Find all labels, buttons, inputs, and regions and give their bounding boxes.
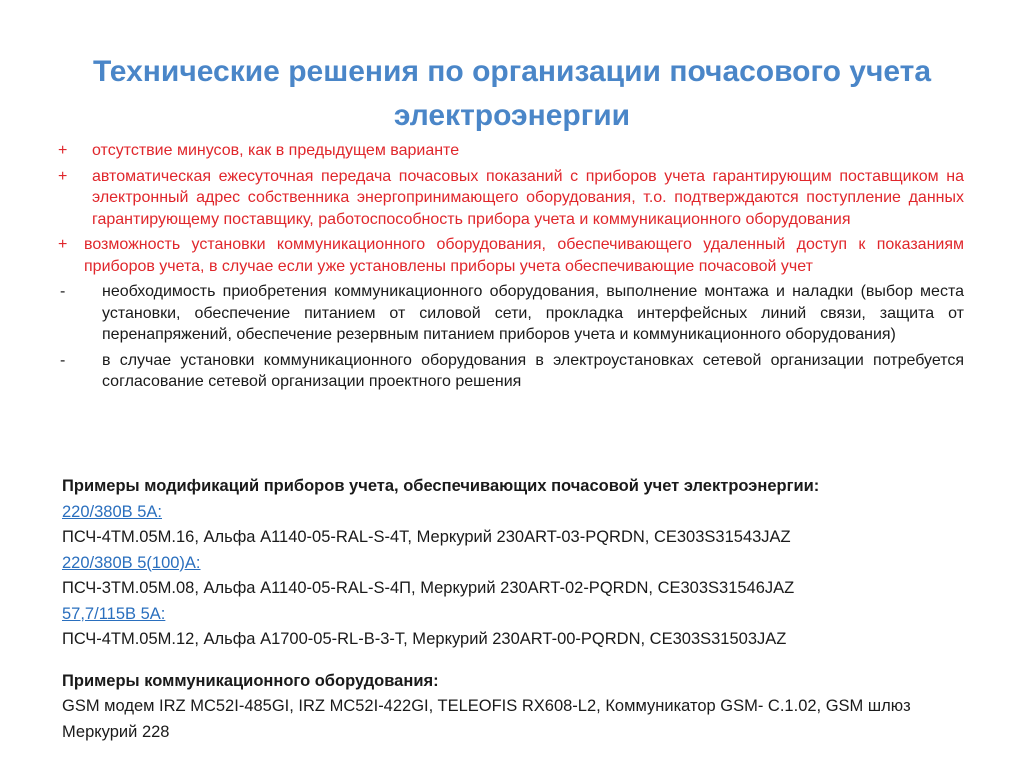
advantage-item [58,234,964,277]
meter-models: ПСЧ-4ТМ.05М.12, Альфа А1700-05-RL-B-3-T, Меркурий 230ART-00-PQRDN, CE303S31503JAZ [62,630,787,648]
comm-heading: Примеры коммуникационного оборудования: [62,671,439,690]
plus-marker: + [58,236,68,253]
advantage-text: возможность установки коммуникационного оборудования, обеспечивающего удаленный доступ к показаниям приборов учета, в случае если уже установлены приборы учета обеспечивающие почасовой учет [84,236,964,275]
disadvantage-item [58,350,964,393]
advantage-text: отсутствие минусов, как в предыдущем варианте [92,142,460,159]
plus-marker: + [58,167,68,185]
voltage-link[interactable]: 57,7/115В 5А: [62,604,166,623]
slide-title: Технические решения по организации почасового учета электроэнергии [92,55,932,132]
section-gap [62,653,982,669]
voltage-link[interactable]: 220/380В 5(100)А: [62,553,201,572]
meter-models: ПСЧ-4ТМ.05М.16, Альфа А1140-05-RAL-S-4T, Меркурий 230ART-03-PQRDN, CE303S31543JAZ [62,528,791,546]
plus-marker: + [58,142,68,159]
disadvantage-text: в случае установки коммуникационного оборудования в электроустановках сетевой организации потребуется согласование сетевой организации проектного решения [102,351,964,390]
minus-marker: - [60,351,66,369]
advantage-text: автоматическая ежесуточная передача почасовых показаний с приборов учета гарантирующим поставщиком на электронный адрес собственника энергопринимающего оборудования, т.о. подтверждаются поступление данных гарантирующему поставщику, работоспособность прибора учета и коммуникационного оборудования [92,167,964,228]
disadvantage-item [58,281,964,346]
meter-models: ПСЧ-3ТМ.05М.08, Альфа А1140-05-RAL-S-4П, Меркурий 230ART-02-PQRDN, CE303S31546JAZ [62,579,795,597]
comm-equipment-text: GSM модем IRZ MC52I-485GI, IRZ MC52I-422GI, TELEOFIS RX608-L2, Коммуникатор GSM- С.1.02, GSM шлюз Меркурий 228 [62,697,911,741]
minus-marker: - [60,283,66,300]
advantage-item [58,166,964,231]
voltage-link[interactable]: 220/380В 5А: [62,502,162,521]
meters-heading: Примеры модификаций приборов учета, обеспечивающих почасовой учет электроэнергии: [62,477,820,495]
examples-section [62,474,982,745]
pros-cons-list [58,140,964,397]
advantage-item [58,140,964,162]
disadvantage-text: необходимость приобретения коммуникационного оборудования, выполнение монтажа и наладки (выбор места установки, обеспечение питанием от силовой сети, прокладка интерфейсных линий связи, защита от перенапряжений, обеспечение резервным питанием приборов учета и коммуникационного оборудования) [102,283,964,343]
